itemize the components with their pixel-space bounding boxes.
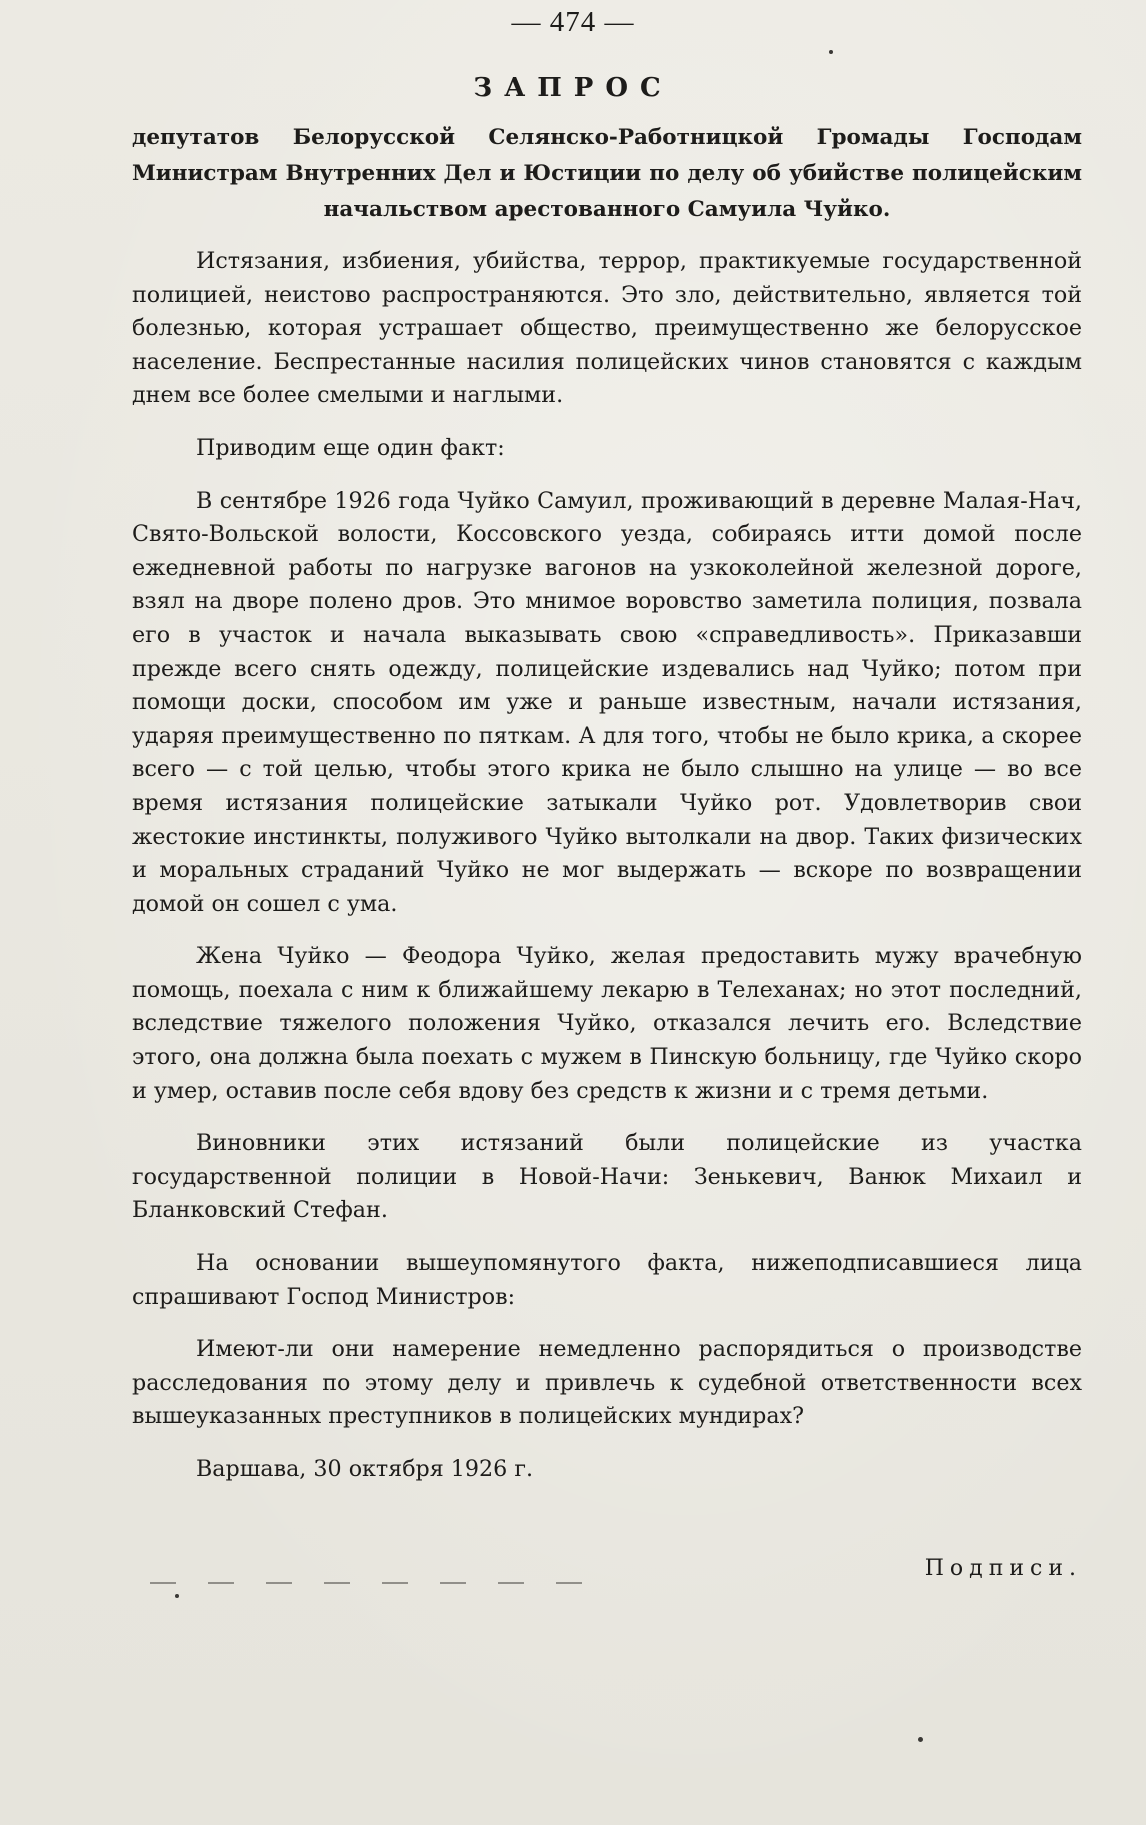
document-title: ЗАПРОС [473,73,673,103]
page-number: — 474 — [511,6,635,38]
print-speck [829,50,833,54]
print-speck [918,1737,923,1742]
signatures-label: Подписи. [924,1556,1082,1581]
paragraph-6: На основании вышеупомянутого факта, нижеподписавшиеся лица спрашивают Господ Министров: [132,1250,1082,1310]
paragraph-3: В сентябре 1926 года Чуйко Самуил, проживающий в деревне Малая-Нач, Свято-Вольской волости, Коссовского уезда, собираясь итти домой после ежедневной работы по нагрузке вагонов на узкоколейной железной дороге, взял на дворе полено дров. Это мнимое воровство заметила полиция, позвала его в участок и начала выказывать свою «справедливость». Приказавши прежде всего снять одежду, полицейские издевались над Чуйко; потом при помощи доски, способом им уже и раньше известным, начали истязания, ударяя преимущественно по пяткам. А для того, чтобы не было крика, а скорее всего — с той целью, чтобы этого крика не было слышно на улице — во все время истязания полицейские затыкали Чуйко рот. Удовлетворив свои жестокие инстинкты, полуживого Чуйко вытолкали на двор. Таких физических и моральных страданий Чуйко не мог выдержать — вскоре по возвращении домой он сошел с ума. [132,487,1082,917]
date-line: Варшава, 30 октября 1926 г. [196,1456,534,1482]
paragraph-1: Истязания, избиения, убийства, террор, практикуемые государственной полицией, неистово распространяются. Это зло, действительно, является той болезнью, которая устрашает общество, преимущественно же белорусское население. Беспрестанные насилия полицейских чинов становятся с каждым днем все более смелыми и наглыми. [132,248,1082,409]
paragraph-5: Виновники этих истязаний были полицейские из участка государственной полиции в Новой-Начи: Зенькевич, Ванюк Михаил и Бланковский Стефан. [132,1130,1082,1224]
paragraph-4: Жена Чуйко — Феодора Чуйко, желая предоставить мужу врачебную помощь, поехала с ним к ближайшему лекарю в Телеханах; но этот последний, вследствие тяжелого положения Чуйко, отказался лечить его. Вследствие этого, она должна была поехать с мужем в Пинскую больницу, где Чуйко скоро и умер, оставив после себя вдову без средств к жизни и с тремя детьми. [132,943,1082,1104]
body-text [132,245,1082,1487]
paragraph-2: Приводим еще один факт: [196,434,505,461]
signature-dashes [150,1582,590,1584]
print-speck [175,1594,179,1598]
paragraph-7: Имеют-ли они намерение немедленно распорядиться о производстве расследования по этому делу и привлечь к судебной ответственности всех вышеуказанных преступников в полицейских мундирах? [132,1336,1082,1430]
document-subtitle: депутатов Белорусской Селянско-Работницкой Громады Господам Министрам Внутренних Дел и Юстиции по делу об убийстве полицейским начальством арестованного Самуила Чуйко. [132,125,1082,222]
